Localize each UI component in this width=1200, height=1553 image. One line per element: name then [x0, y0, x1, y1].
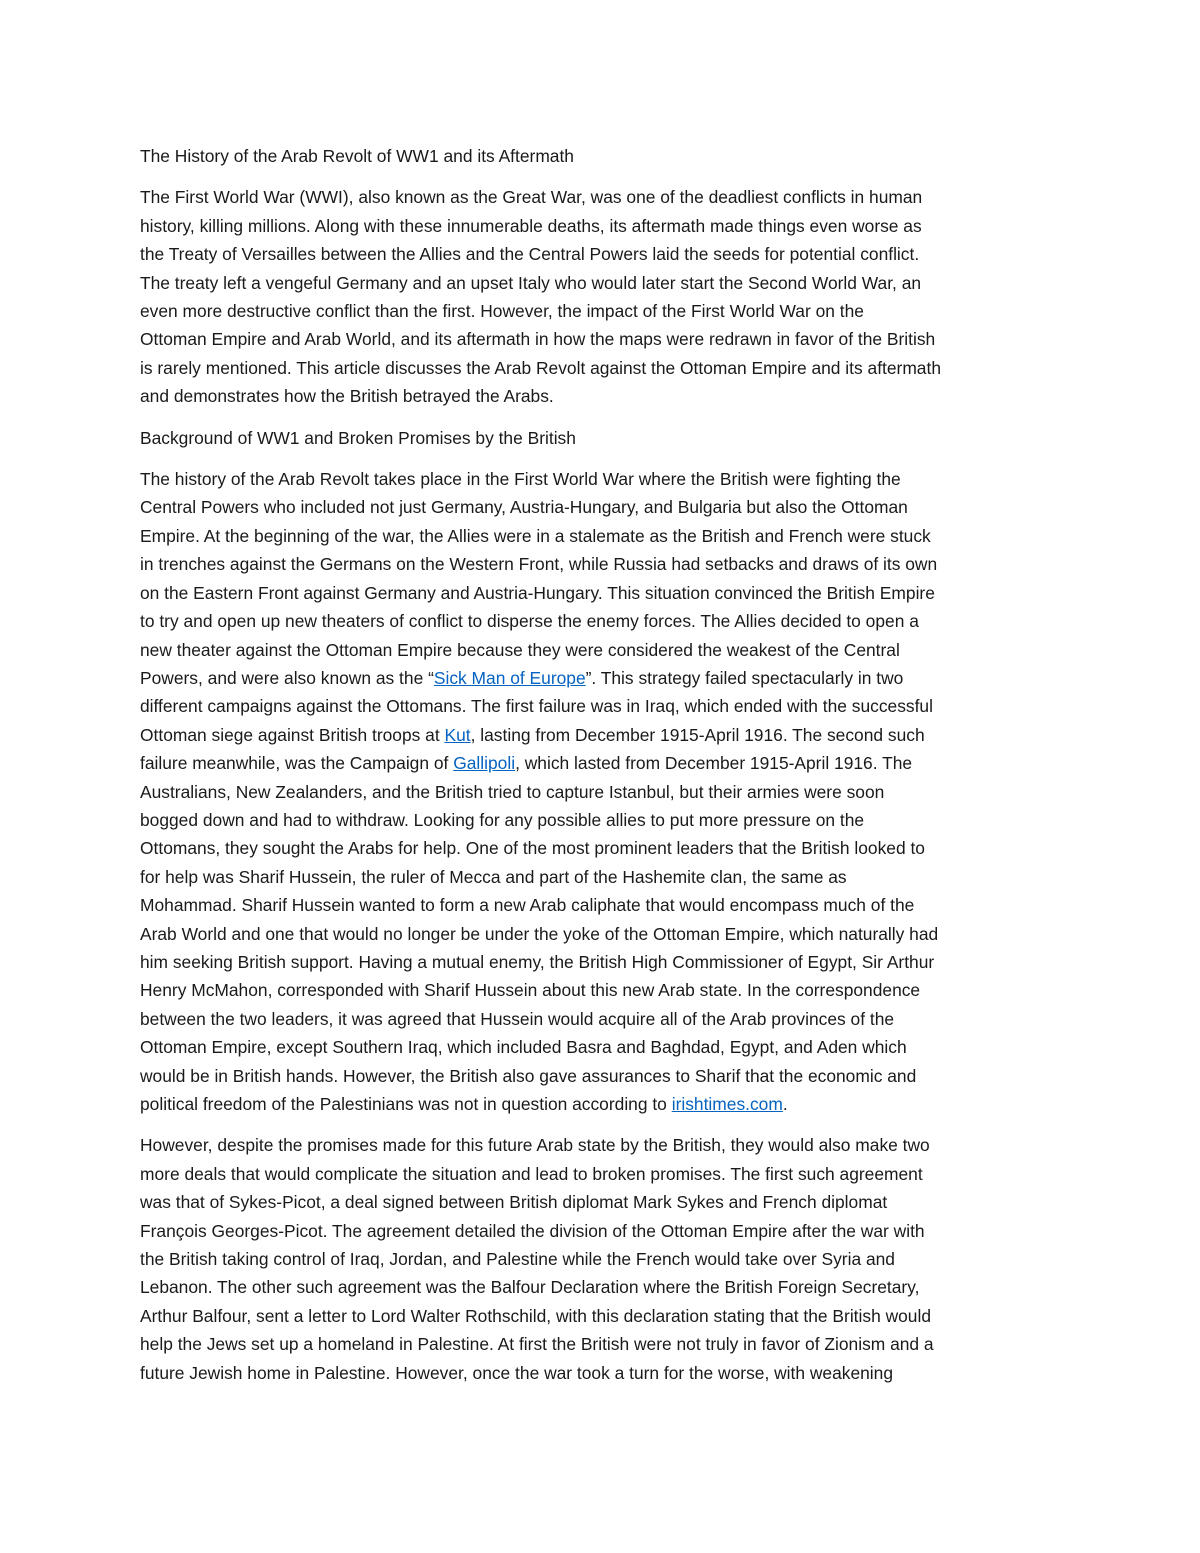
text-segment: .: [782, 1094, 788, 1114]
kut-link[interactable]: Kut: [444, 724, 471, 745]
paragraph-line: Mohammad. Sharif Hussein wanted to form a new Arab caliphate that would encompass much of the: [140, 895, 915, 916]
intro-line: is rarely mentioned. This article discusses the Arab Revolt against the Ottoman Empire and its aftermath: [140, 357, 941, 378]
paragraph-line: Arab World and one that would no longer be under the yoke of the Ottoman Empire, which naturally had: [140, 923, 939, 944]
section-heading: Background of WW1 and Broken Promises by the British: [140, 427, 576, 448]
intro-line: and demonstrates how the British betrayed the Arabs.: [140, 386, 554, 407]
paragraph-line: Lebanon. The other such agreement was the Balfour Declaration where the British Foreign Secretary,: [140, 1277, 920, 1298]
intro-line: even more destructive conflict than the first. However, the impact of the First World War on the: [140, 301, 864, 322]
irishtimes-link[interactable]: irishtimes.com: [671, 1094, 783, 1114]
paragraph-line: Arthur Balfour, sent a letter to Lord Walter Rothschild, with this declaration stating that the British would: [140, 1305, 932, 1326]
intro-line: Ottoman Empire and Arab World, and its aftermath in how the maps were redrawn in favor of the British: [140, 329, 936, 350]
gallipoli-link[interactable]: Gallipoli: [453, 753, 516, 774]
paragraph-line: bogged down and had to withdraw. Looking for any possible allies to put more pressure on the: [140, 809, 865, 830]
paragraph-line: to try and open up new theaters of conflict to disperse the enemy forces. The Allies decided to open a: [140, 611, 919, 632]
document-title: The History of the Arab Revolt of WW1 and its Aftermath: [140, 146, 574, 166]
paragraph-line: Empire. At the beginning of the war, the Allies were in a stalemate as the British and French were stuck: [140, 525, 931, 546]
intro-line: history, killing millions. Along with these innumerable deaths, its aftermath made things even worse as: [140, 215, 922, 236]
paragraph-line: [140, 664, 1070, 692]
paragraph-line: future Jewish home in Palestine. However, once the war took a turn for the worse, with weakening: [140, 1362, 894, 1383]
agreements-paragraph: [140, 1131, 1070, 1387]
text-segment: political freedom of the Palestinians was not in question according to: [140, 1094, 672, 1114]
paragraph-line: Ottoman Empire, except Southern Iraq, which included Basra and Baghdad, Egypt, and Aden which: [140, 1037, 907, 1058]
sick-man-of-europe-link[interactable]: Sick Man of Europe: [433, 667, 586, 688]
paragraph-line: him seeking British support. Having a mutual enemy, the British High Commissioner of Egypt, Sir Arthur: [140, 951, 935, 972]
paragraph-line: was that of Sykes-Picot, a deal signed between British diplomat Mark Sykes and French diplomat: [140, 1192, 888, 1213]
paragraph-line: between the two leaders, it was agreed that Hussein would acquire all of the Arab provinces of the: [140, 1008, 895, 1029]
paragraph-line: The history of the Arab Revolt takes place in the First World War where the British were fighting the: [140, 469, 901, 490]
background-paragraph: [140, 465, 1070, 1118]
intro-paragraph: [140, 183, 1070, 410]
paragraph-line: Henry McMahon, corresponded with Sharif Hussein about this new Arab state. In the correspondence: [140, 980, 921, 1001]
intro-line: the Treaty of Versailles between the Allies and the Central Powers laid the seeds for potential conflict.: [140, 244, 920, 265]
paragraph-line: Central Powers who included not just Germany, Austria-Hungary, and Bulgaria but also the Ottoman: [140, 497, 908, 518]
paragraph-line: would be in British hands. However, the British also gave assurances to Sharif that the economic and: [140, 1065, 917, 1086]
paragraph-line: in trenches against the Germans on the Western Front, while Russia had setbacks and draws of its own: [140, 554, 938, 575]
document-page: [140, 142, 1070, 1400]
paragraph-line: Ottomans, they sought the Arabs for help. One of the most prominent leaders that the British looked to: [140, 838, 925, 859]
paragraph-line: for help was Sharif Hussein, the ruler of Mecca and part of the Hashemite clan, the same as: [140, 866, 847, 887]
paragraph-line: new theater against the Ottoman Empire because they were considered the weakest of the Central: [140, 639, 900, 660]
paragraph-line: [140, 749, 1070, 777]
paragraph-line: more deals that would complicate the situation and lead to broken promises. The first such agreement: [140, 1163, 923, 1184]
text-segment: ”. This strategy failed spectacularly in two: [585, 667, 904, 688]
text-segment: Ottoman siege against British troops at: [140, 724, 445, 745]
paragraph-line: However, despite the promises made for this future Arab state by the British, they would also make two: [140, 1135, 930, 1156]
text-segment: , which lasted from December 1915-April 1916. The: [515, 753, 913, 774]
paragraph-line: François Georges-Picot. The agreement detailed the division of the Ottoman Empire after the war with: [140, 1220, 925, 1241]
paragraph-line: [140, 721, 1070, 749]
paragraph-line: Australians, New Zealanders, and the British tried to capture Istanbul, but their armies were soon: [140, 781, 885, 802]
intro-line: The treaty left a vengeful Germany and an upset Italy who would later start the Second World War, an: [140, 272, 922, 293]
paragraph-line: help the Jews set up a homeland in Palestine. At first the British were not truly in favor of Zionism and a: [140, 1334, 934, 1355]
paragraph-line: [140, 1090, 1070, 1118]
text-segment: failure meanwhile, was the Campaign of: [140, 753, 454, 774]
paragraph-line: the British taking control of Iraq, Jordan, and Palestine while the French would take over Syria and: [140, 1249, 895, 1270]
intro-line: The First World War (WWI), also known as the Great War, was one of the deadliest conflicts in human: [140, 187, 923, 208]
paragraph-line: different campaigns against the Ottomans. The first failure was in Iraq, which ended with the successful: [140, 696, 933, 717]
text-segment: , lasting from December 1915-April 1916. The second such: [470, 724, 925, 745]
text-segment: Powers, and were also known as the “: [140, 667, 434, 688]
paragraph-line: on the Eastern Front against Germany and Austria-Hungary. This situation convinced the British Empire: [140, 582, 935, 603]
